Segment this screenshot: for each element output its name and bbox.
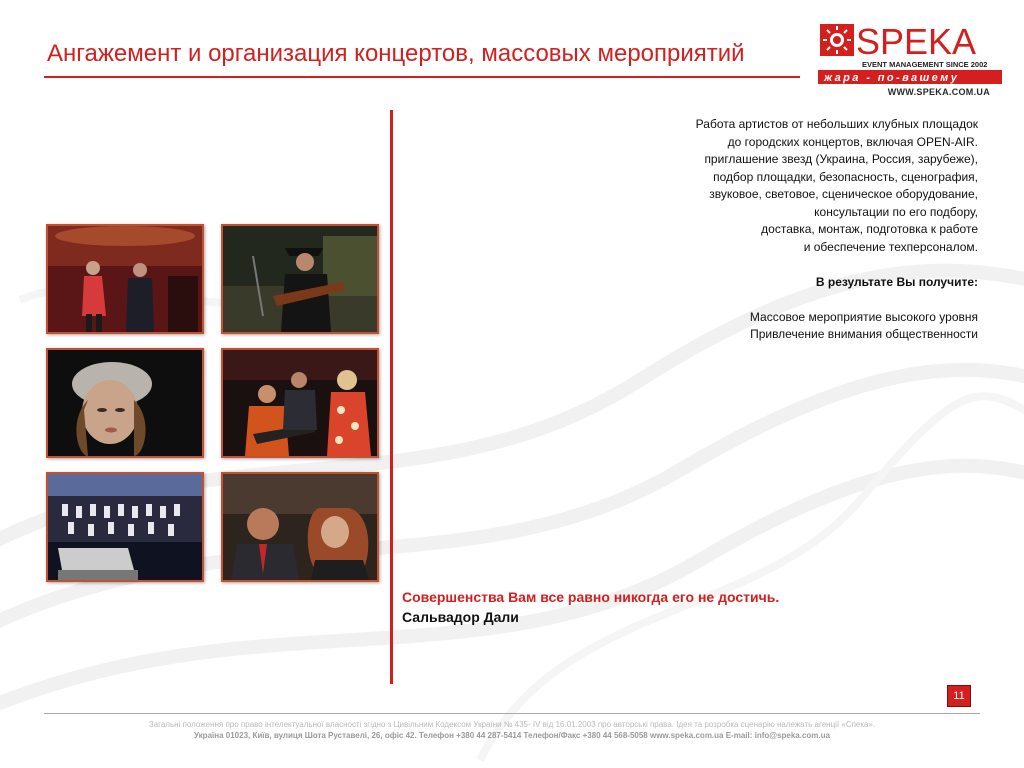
slide-title: Ангажемент и организация концертов, массовых мероприятий [47,40,745,67]
description-line: звуковое, световое, сценическое оборудование, [709,187,978,201]
photo-guitarist [221,224,379,334]
description-line: консультации по его подбору, [814,204,978,219]
footer [0,719,1024,741]
logo-tagline: EVENT MANAGEMENT SINCE 2002 [862,60,988,69]
description-line: приглашение звезд (Украина, Россия, зарубеже), [704,152,978,166]
quote-block [402,587,779,627]
logo-url: WWW.SPEKA.COM.UA [887,87,990,97]
title-underline [44,76,800,78]
description-line: доставка, монтаж, подготовка к работе [761,222,978,236]
logo-slogan: жара - по-вашему [824,72,960,84]
photo-orchestra [46,472,204,582]
footer-contacts: Україна 01023, Київ, вулиця Шота Руставелі, 26, офіс 42. Телефон +380 44 287-5414 Телефон/Факс +380 44 568-5058 www.speka.com.ua E-mail: info@speka.com.ua [194,731,830,740]
description-line: Работа артистов от небольших клубных площадок [695,117,978,131]
logo-brand: SPEKA [856,21,977,62]
sun-icon [820,24,854,56]
photo-singer-portrait [46,348,204,458]
result-item: Привлечение внимания общественности [750,327,978,341]
footer-divider [44,713,980,714]
vertical-divider [390,110,393,684]
quote-author: Сальвадор Дали [402,609,519,625]
photo-duet-singers [46,224,204,334]
quote-text: Совершенства Вам все равно никогда его не достичь. [402,589,780,605]
result-item: Массовое мероприятие высокого уровня [749,309,978,324]
result-heading: В результате Вы получите: [815,274,978,289]
description-line: подбор площадки, безопасность, сценография, [713,169,978,184]
footer-copyright: Загальні положення про право інтелектуальної власності згідно з Цивільним Кодексом України № 435- IV від 16.01.2003 про авторські права. Ідея та розробка сценарію належать агенції «Спека». [148,720,876,729]
description-line: до городских концертов, включая OPEN-AIR. [727,134,978,149]
photo-guests-party [221,472,379,582]
page-number: 11 [947,685,971,707]
service-description [558,116,978,344]
description-line: и обеспечение техперсоналом. [803,239,978,254]
photo-band-on-stage [221,348,379,458]
